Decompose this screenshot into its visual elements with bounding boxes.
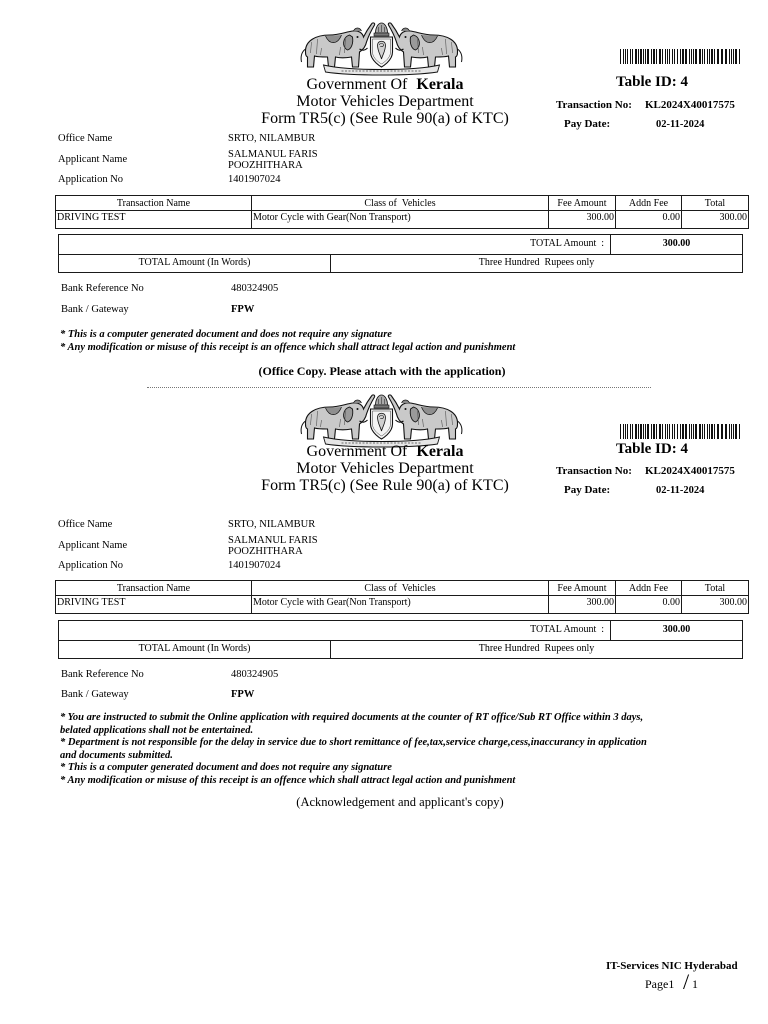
bank-reference-value: 480324905 <box>231 283 279 294</box>
barcode-bar <box>691 49 692 64</box>
application-no-value: 1401907024 <box>228 560 281 571</box>
barcode-bar <box>659 424 661 439</box>
barcode-bar <box>711 424 713 439</box>
total-in-words-label: TOTAL Amount (In Words) <box>138 257 251 268</box>
barcode-bar <box>702 424 703 439</box>
barcode-bar <box>729 424 730 439</box>
applicant-name-line: POOZHITHARA <box>228 546 303 557</box>
page-total: 1 <box>692 977 698 991</box>
vehicle-class-cell: Motor Cycle with Gear(Non Transport) <box>252 596 549 614</box>
application-no-value: 1401907024 <box>228 174 281 185</box>
total-amount-label: TOTAL Amount : <box>530 238 604 249</box>
barcode-bar <box>640 424 642 439</box>
barcode-bar <box>689 49 690 64</box>
bank-gateway-value: FPW <box>231 689 255 700</box>
column-header: Class of Vehicles <box>252 196 549 211</box>
barcode-bar <box>682 49 684 64</box>
barcode-bar <box>707 49 708 64</box>
total-in-words-value: Three Hundred Rupees only <box>478 257 595 268</box>
bank-gateway-value: FPW <box>231 304 255 315</box>
barcode-bar <box>693 49 694 64</box>
table-id: Table ID: 4 <box>616 74 688 90</box>
barcode-bar <box>709 49 710 64</box>
applicant-name-line: POOZHITHARA <box>228 160 303 171</box>
applicant-name-line: SALMANUL FARIS <box>228 535 318 546</box>
column-header: Fee Amount <box>549 196 616 211</box>
barcode-bar <box>735 424 737 439</box>
barcode-bar <box>714 49 715 64</box>
barcode-bar <box>643 424 644 439</box>
application-no-label: Application No <box>58 174 124 185</box>
bank-gateway-label: Bank / Gateway <box>61 304 129 315</box>
column-header: Addn Fee <box>616 196 682 211</box>
barcode-bar <box>625 424 626 439</box>
barcode-bar <box>651 49 652 64</box>
barcode-bar <box>672 49 673 64</box>
barcode-bar <box>682 424 684 439</box>
barcode-bar <box>733 49 734 64</box>
barcode-bar <box>685 424 687 439</box>
barcode-bar <box>721 49 723 64</box>
applicant-copy-caption: (Acknowledgement and applicant's copy) <box>296 795 504 809</box>
barcode-bar <box>630 424 631 439</box>
barcode-bar <box>665 49 666 64</box>
barcode-bar <box>623 424 624 439</box>
barcode-bar <box>711 49 713 64</box>
total-amount-label: TOTAL Amount : <box>530 624 604 635</box>
transaction-no: KL2024X40017575 <box>645 99 735 111</box>
barcode-bar <box>638 424 639 439</box>
barcode-bar <box>665 424 666 439</box>
barcode-bar <box>677 49 678 64</box>
barcode-bar <box>645 49 646 64</box>
total-amount-box <box>58 234 743 255</box>
note-line: * Any modification or misuse of this receipt is an offence which shall attract legal action and punishment <box>60 775 516 786</box>
state-name: Kerala <box>416 443 464 460</box>
barcode-bar <box>632 424 633 439</box>
department-name: Motor Vehicles Department <box>296 460 474 477</box>
barcode-bar <box>680 424 681 439</box>
fee-table <box>55 580 749 614</box>
total-cell: 300.00 <box>682 211 749 229</box>
government-title <box>230 76 540 94</box>
barcode-bar <box>707 424 708 439</box>
department-name: Motor Vehicles Department <box>296 93 474 110</box>
barcode-bar <box>656 424 657 439</box>
applicant-name-label: Applicant Name <box>58 154 128 165</box>
addn-fee-cell: 0.00 <box>616 596 682 614</box>
barcode-bar <box>635 49 637 64</box>
note-line: * This is a computer generated document and does not require any signature <box>60 762 392 773</box>
bank-reference-label: Bank Reference No <box>61 669 144 680</box>
page-number-separator: / <box>683 969 690 994</box>
bank-reference-label: Bank Reference No <box>61 283 144 294</box>
barcode-bar <box>680 49 681 64</box>
fee-amount-cell: 300.00 <box>549 596 616 614</box>
barcode-bar <box>725 424 727 439</box>
government-prefix: Government Of <box>306 443 408 460</box>
bank-gateway-label: Bank / Gateway <box>61 689 129 700</box>
total-amount-value: 300.00 <box>662 624 691 635</box>
total-in-words-box <box>58 254 743 273</box>
barcode-bar <box>635 424 637 439</box>
total-cell: 300.00 <box>682 596 749 614</box>
barcode-bar <box>659 49 661 64</box>
barcode-bar <box>638 49 639 64</box>
barcode-bar <box>669 424 670 439</box>
barcode-bar <box>693 424 694 439</box>
office-name-value: SRTO, NILAMBUR <box>228 133 316 144</box>
barcode-bar <box>717 49 719 64</box>
column-header: Class of Vehicles <box>252 581 549 596</box>
column-header: Total <box>682 196 749 211</box>
fee-amount-cell: 300.00 <box>549 211 616 229</box>
office-name-label: Office Name <box>58 519 113 530</box>
office-name-value: SRTO, NILAMBUR <box>228 519 316 530</box>
fee-table-header-row <box>56 581 749 596</box>
transaction-name-cell: DRIVING TEST <box>56 596 252 614</box>
note-line: belated applications shall not be entertained. <box>60 725 254 736</box>
office-name-label: Office Name <box>58 133 113 144</box>
column-header: Total <box>682 581 749 596</box>
total-in-words-box <box>58 640 743 659</box>
transaction-no-label: Transaction No: <box>556 465 632 477</box>
barcode-bar <box>689 424 690 439</box>
barcode-bar <box>691 424 692 439</box>
barcode-bar <box>653 424 655 439</box>
barcode-bar <box>627 424 628 439</box>
barcode-bar <box>721 424 723 439</box>
total-in-words-value: Three Hundred Rupees only <box>478 643 595 654</box>
copy-separator <box>147 387 651 388</box>
barcode-bar <box>653 49 655 64</box>
barcode-bar <box>699 424 701 439</box>
barcode-bar <box>651 424 652 439</box>
pay-date-label: Pay Date: <box>564 118 611 130</box>
barcode-bar <box>739 424 740 439</box>
pay-date-label: Pay Date: <box>564 484 611 496</box>
note-line: and documents submitted. <box>60 750 173 761</box>
column-header: Transaction Name <box>56 581 252 596</box>
barcode-bar <box>623 49 624 64</box>
barcode-bar <box>656 49 657 64</box>
barcode-bar <box>674 49 675 64</box>
column-header: Addn Fee <box>616 581 682 596</box>
page-number-label: Page1 <box>645 977 675 991</box>
total-amount-value: 300.00 <box>662 238 691 249</box>
barcode-bar <box>620 49 621 64</box>
application-no-label: Application No <box>58 560 124 571</box>
barcode-bar <box>725 49 727 64</box>
barcode-bar <box>717 424 719 439</box>
barcode-bar <box>674 424 675 439</box>
barcode-bar <box>714 424 715 439</box>
pay-date: 02-11-2024 <box>656 485 705 496</box>
barcode-bar <box>630 49 631 64</box>
office-copy-caption: (Office Copy. Please attach with the application) <box>258 364 506 378</box>
barcode-bar <box>729 49 730 64</box>
note-line: * This is a computer generated document and does not require any signature <box>60 329 392 340</box>
barcode-bar <box>702 49 703 64</box>
barcode-bar <box>695 49 697 64</box>
note-line: * Department is not responsible for the delay in service due to short remittance of fee,tax,service charge,cess,inaccurancy in application <box>60 737 647 748</box>
transaction-no-label: Transaction No: <box>556 99 632 111</box>
total-amount-box <box>58 620 743 641</box>
barcode-bar <box>620 424 621 439</box>
table-row <box>56 211 749 229</box>
note-line: * Any modification or misuse of this receipt is an offence which shall attract legal action and punishment <box>60 342 516 353</box>
total-in-words-label: TOTAL Amount (In Words) <box>138 643 251 654</box>
vehicle-class-cell: Motor Cycle with Gear(Non Transport) <box>252 211 549 229</box>
barcode-bar <box>627 49 628 64</box>
barcode-bar <box>731 424 732 439</box>
barcode-bar <box>662 424 663 439</box>
kerala-emblem-icon <box>295 20 468 76</box>
barcode-bar <box>699 49 701 64</box>
barcode-bar <box>667 424 668 439</box>
barcode-bar <box>647 49 649 64</box>
barcode-bar <box>735 49 737 64</box>
barcode-bar <box>667 49 668 64</box>
applicant-name-line: SALMANUL FARIS <box>228 149 318 160</box>
bank-reference-value: 480324905 <box>231 669 279 680</box>
barcode-bar <box>625 49 626 64</box>
column-header: Fee Amount <box>549 581 616 596</box>
fee-table-header-row <box>56 196 749 211</box>
barcode-bar <box>739 49 740 64</box>
barcode-bar <box>662 49 663 64</box>
table-id: Table ID: 4 <box>616 441 688 457</box>
form-title: Form TR5(c) (See Rule 90(a) of KTC) <box>261 110 509 127</box>
barcode-bar <box>669 49 670 64</box>
barcode-bar <box>709 424 710 439</box>
barcode-bar <box>647 424 649 439</box>
note-line: * You are instructed to submit the Online application with required documents at the counter of RT office/Sub RT Office within 3 days, <box>60 712 644 723</box>
transaction-name-cell: DRIVING TEST <box>56 211 252 229</box>
fee-table <box>55 195 749 229</box>
state-name: Kerala <box>416 76 464 93</box>
barcode-bar <box>672 424 673 439</box>
applicant-name-label: Applicant Name <box>58 540 128 551</box>
table-row <box>56 596 749 614</box>
barcode-icon <box>620 49 742 64</box>
footer-issuer: IT-Services NIC Hyderabad <box>606 960 738 972</box>
barcode-bar <box>731 49 732 64</box>
barcode-bar <box>704 424 705 439</box>
barcode-bar <box>685 49 687 64</box>
addn-fee-cell: 0.00 <box>616 211 682 229</box>
barcode-bar <box>643 49 644 64</box>
kerala-emblem-icon <box>295 392 468 448</box>
barcode-bar <box>640 49 642 64</box>
government-prefix: Government Of <box>306 76 408 93</box>
barcode-bar <box>695 424 697 439</box>
transaction-no: KL2024X40017575 <box>645 465 735 477</box>
pay-date: 02-11-2024 <box>656 119 705 130</box>
column-header: Transaction Name <box>56 196 252 211</box>
form-title: Form TR5(c) (See Rule 90(a) of KTC) <box>261 477 509 494</box>
government-title <box>230 443 540 461</box>
barcode-bar <box>677 424 678 439</box>
barcode-bar <box>632 49 633 64</box>
barcode-icon <box>620 424 742 439</box>
barcode-bar <box>704 49 705 64</box>
barcode-bar <box>733 424 734 439</box>
barcode-bar <box>645 424 646 439</box>
